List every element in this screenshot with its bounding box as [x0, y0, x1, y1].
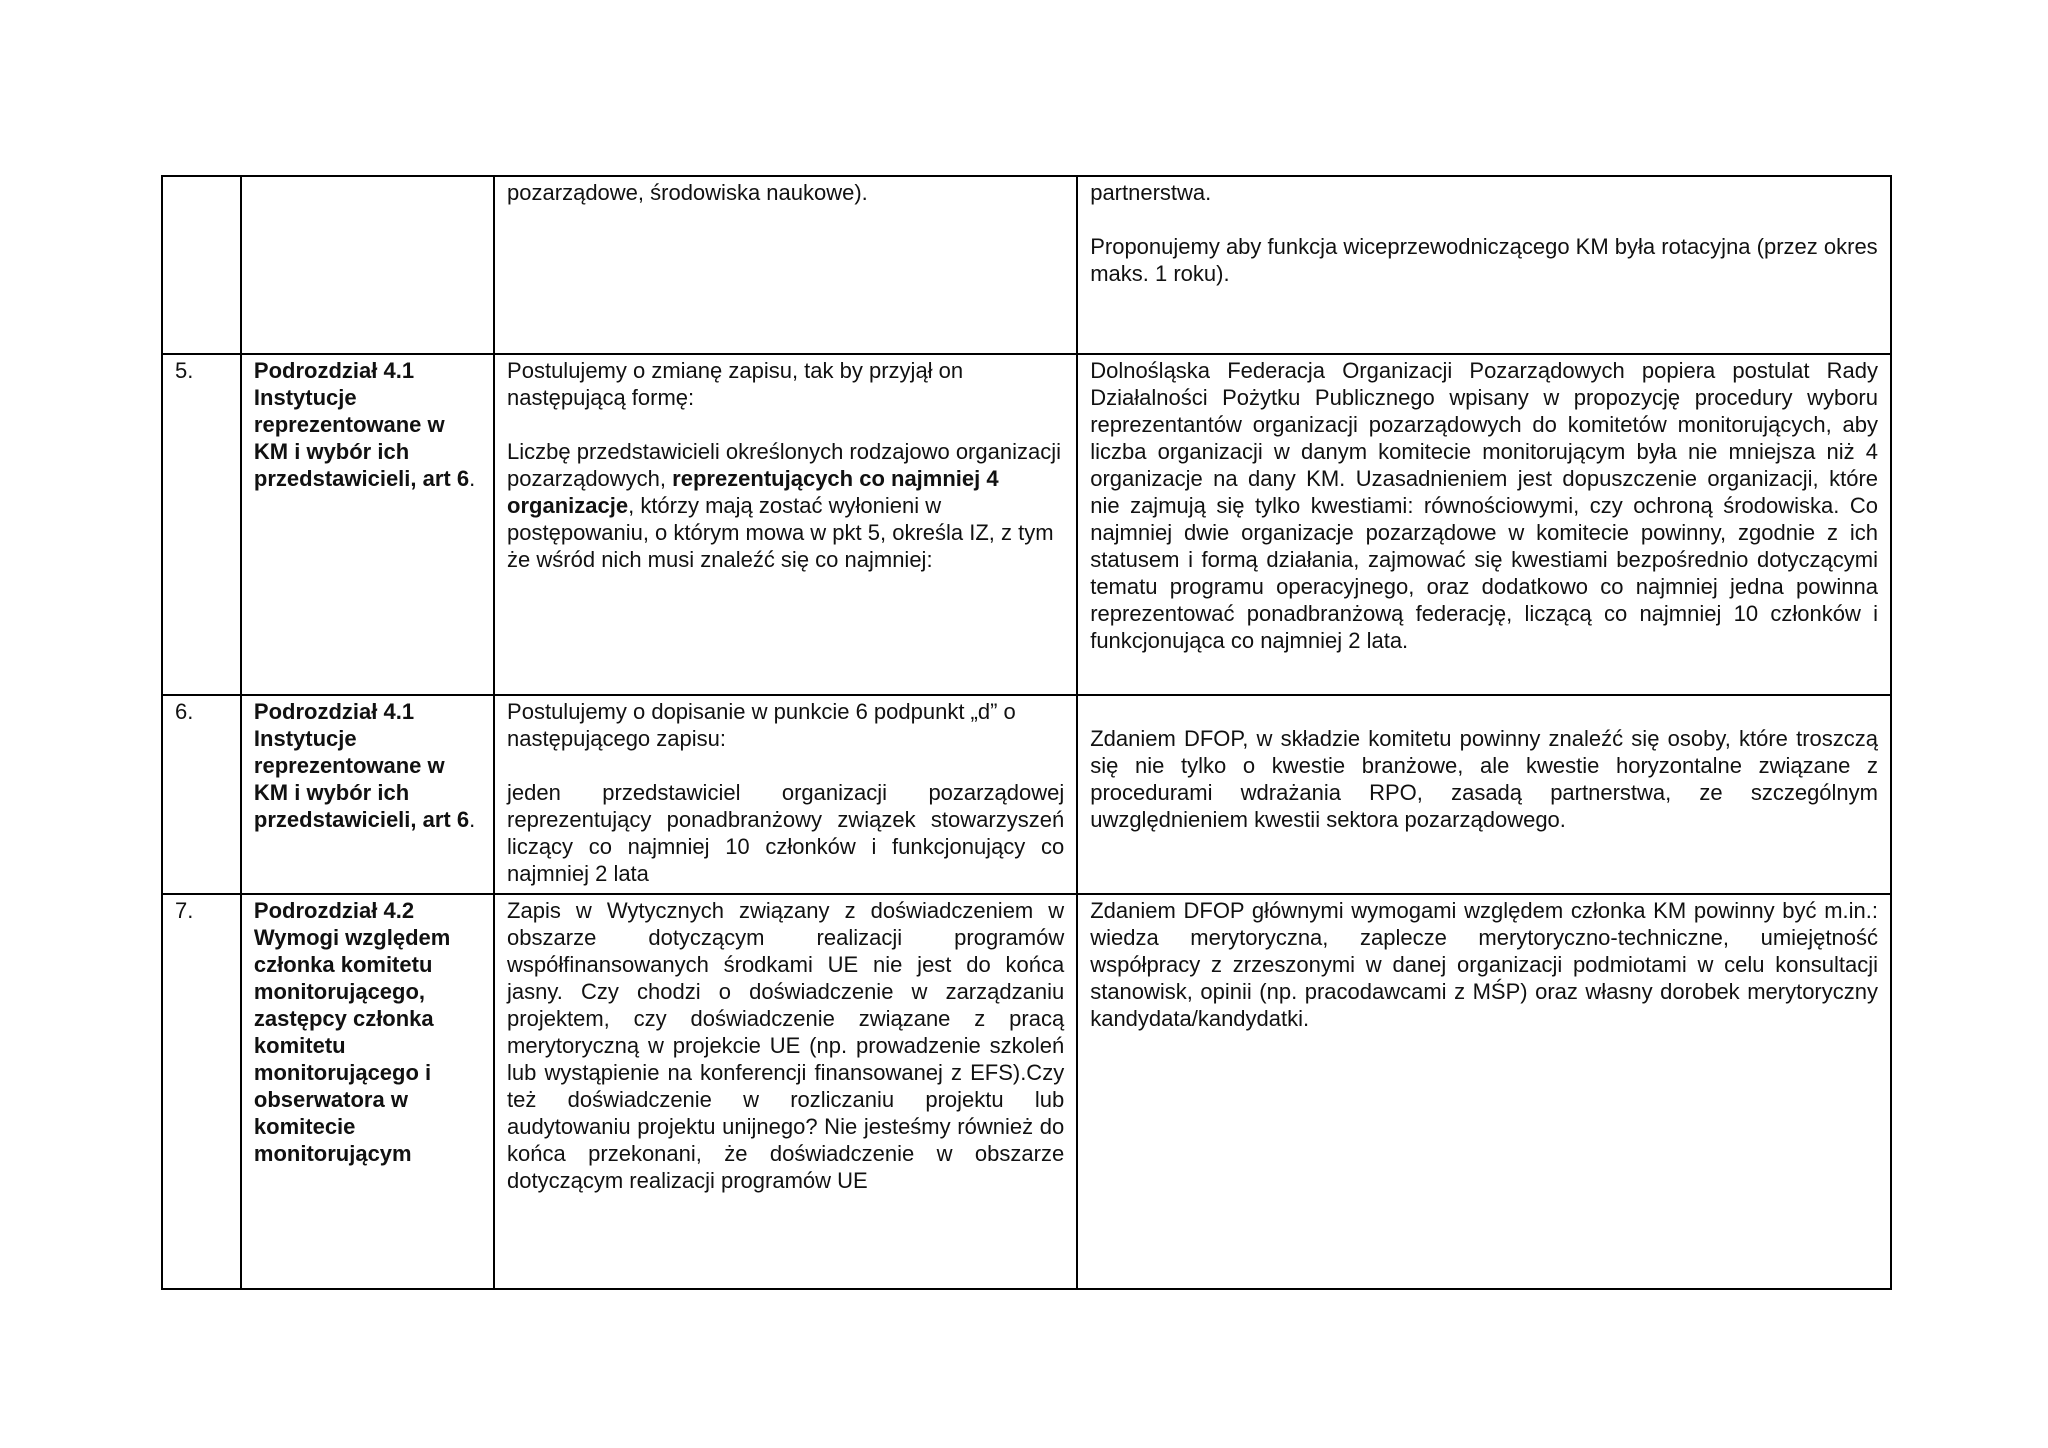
cell-justification — [1077, 176, 1891, 354]
cell-section — [241, 176, 494, 354]
cell-proposal — [494, 695, 1077, 894]
justification-text: Dolnośląska Federacja Organizacji Pozarządowych popiera postulat Rady Działalności Pożytku Publicznego wpisany w propozycję procedury wyboru reprezentantów organizacji pozarządowych do komitetów monitorujących, aby liczba organizacji w danym komitecie monitorującym była nie mniejsza niż 4 organizacje na dany KM. Uzasadnieniem jest dopuszczenie organizacji, które nie zajmują się tylko kwestiami: równościowymi, czy ochroną środowiska. Co najmniej dwie organizacje pozarządowe w komitecie powinny, zgodnie z ich statusem i formą działania, zajmować się kwestiami bezpośrednio dotyczącymi tematu programu operacyjnego, oraz dodatkowo co najmniej jedna powinna reprezentować ponadbranżową federację, liczącą co najmniej 10 członków i funkcjonująca co najmniej 2 lata. — [1090, 358, 1878, 653]
cell-number: 5. — [162, 354, 241, 695]
cell-proposal — [494, 176, 1077, 354]
cell-proposal — [494, 894, 1077, 1289]
cell-section — [241, 894, 494, 1289]
section-title: Podrozdział 4.1 Instytucje reprezentowane w KM i wybór ich przedstawicieli, art 6 — [253, 699, 470, 832]
table-row — [162, 176, 1891, 354]
cell-justification — [1077, 354, 1891, 695]
cell-justification — [1077, 894, 1891, 1289]
justification-text: Zdaniem DFOP głównymi wymogami względem członka KM powinny być m.in.: wiedza merytoryczna, zaplecze merytoryczno-techniczne, umiejętność współpracy z zrzeszonymi w danej organizacji podmiotami w celu konsultacji stanowisk, opinii (np. pracodawcami z MŚP) oraz własny dorobek merytoryczny kandydata/kandydatki. — [1090, 898, 1878, 1031]
cell-number — [162, 176, 241, 354]
comments-table — [161, 175, 1892, 1290]
table-row — [162, 894, 1891, 1289]
section-title: Podrozdział 4.1 Instytucje reprezentowane w KM i wybór ich przedstawicieli, art 6 — [253, 358, 470, 491]
cell-number: 6. — [162, 695, 241, 894]
section-tail: . — [469, 807, 476, 832]
proposal-text: Zapis w Wytycznych związany z doświadczeniem w obszarze dotyczącym realizacji programów współfinansowanych środkami UE nie jest do końca jasny. Czy chodzi o doświadczenie w zarządzaniu projektem, czy doświadczenie związane z pracą merytoryczną w projekcie UE (np. prowadzenie szkoleń lub wystąpienie na konferencji finansowanej z EFS).Czy też doświadczenie w rozliczaniu projektu lub audytowaniu projektu unijnego? Nie jesteśmy również do końca przekonani, że doświadczenie w obszarze dotyczącym realizacji programów UE — [507, 898, 1065, 1193]
table-row — [162, 354, 1891, 695]
proposal-emphasis: reprezentujących co najmniej 4 organizacje — [507, 466, 999, 518]
justification-text: Proponujemy aby funkcja wiceprzewodniczącego KM była rotacyjna (przez okres maks. 1 roku). — [1090, 234, 1878, 286]
proposal-intro: Postulujemy o zmianę zapisu, tak by przyjął on następującą formę: — [507, 358, 964, 410]
cell-number: 7. — [162, 894, 241, 1289]
table-row — [162, 695, 1891, 894]
justification-text: partnerstwa. — [1090, 180, 1212, 205]
proposal-text-part: , którzy mają zostać wyłonieni w postępowaniu, o którym mowa w pkt 5, określa IZ, z tym że wśród nich musi znaleźć się co najmniej: — [507, 493, 1054, 572]
section-title: Podrozdział 4.2 Wymogi względem członka komitetu monitorującego, zastępcy członka komitetu monitorującego i obserwatora w komitecie monitorującym — [253, 898, 451, 1166]
cell-section — [241, 695, 494, 894]
proposal-text-part: Liczbę przedstawicieli określonych rodzajowo organizacji pozarządowych, — [507, 439, 1061, 491]
proposal-text — [507, 438, 1064, 573]
section-tail: . — [469, 466, 476, 491]
proposal-text: pozarządowe, środowiska naukowe). — [507, 180, 868, 205]
proposal-text: jeden przedstawiciel organizacji pozarządowej reprezentujący ponadbranżowy związek stowarzyszeń liczący co najmniej 10 członków i funkcjonujący co najmniej 2 lata — [507, 780, 1065, 886]
proposal-intro: Postulujemy o dopisanie w punkcie 6 podpunkt „d” o następującego zapisu: — [507, 699, 1016, 751]
justification-text: Zdaniem DFOP, w składzie komitetu powinny znaleźć się osoby, które troszczą się nie tylko o kwestie branżowe, ale kwestie horyzontalne związane z procedurami wdrażania RPO, zasadą partnerstwa, ze szczególnym uwzględnieniem kwestii sektora pozarządowego. — [1090, 726, 1878, 832]
cell-section — [241, 354, 494, 695]
cell-justification — [1077, 695, 1891, 894]
cell-proposal — [494, 354, 1077, 695]
